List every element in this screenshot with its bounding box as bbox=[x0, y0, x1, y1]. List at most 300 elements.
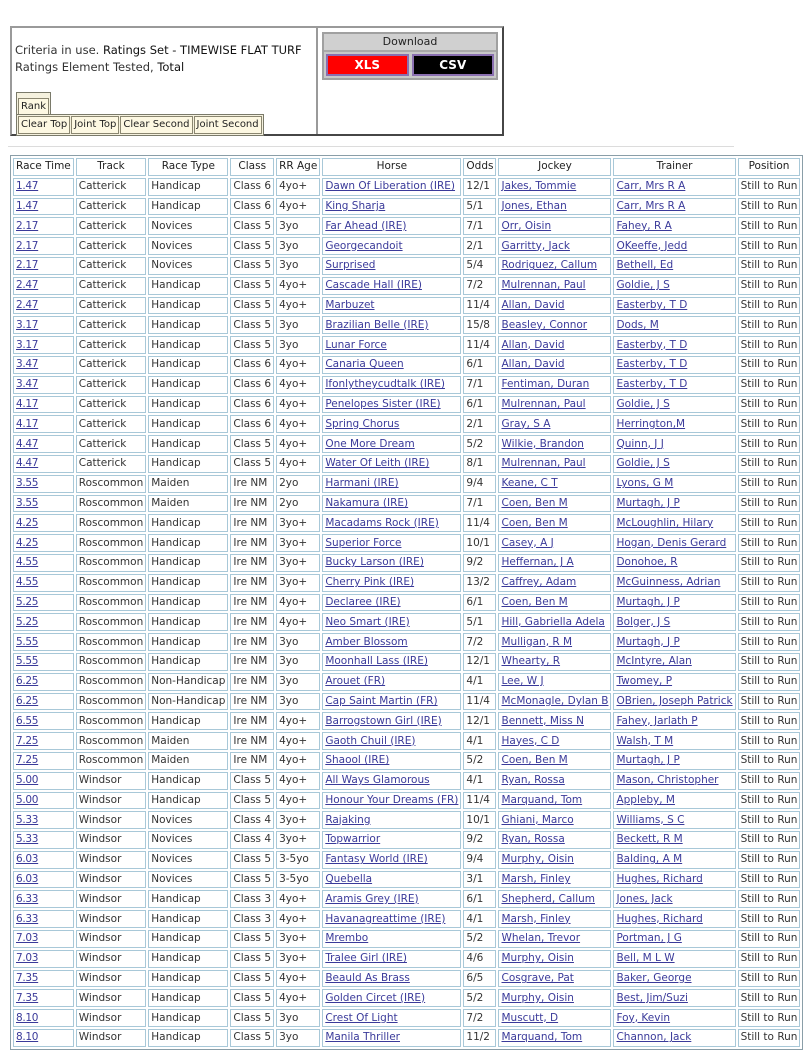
jockey-link[interactable]: Ryan, Rossa bbox=[501, 833, 565, 846]
cell-race-time bbox=[13, 851, 74, 869]
race-time-link[interactable]: 2.47 bbox=[16, 298, 39, 311]
jockey-link[interactable]: Fentiman, Duran bbox=[501, 378, 590, 391]
trainer-link[interactable]: Dods, M bbox=[616, 318, 659, 331]
cell-trainer bbox=[613, 1009, 735, 1027]
horse-link[interactable]: Marbuzet bbox=[325, 298, 375, 311]
trainer-link[interactable]: Easterby, T D bbox=[616, 298, 688, 311]
table-row bbox=[13, 752, 800, 770]
trainer-link[interactable]: Beckett, R M bbox=[616, 833, 683, 846]
cell-class: Class 5 bbox=[230, 970, 274, 988]
race-time-link[interactable]: 4.25 bbox=[16, 516, 39, 529]
trainer-link[interactable]: Murtagh, J P bbox=[616, 754, 680, 767]
cell-odds: 5/2 bbox=[463, 989, 496, 1007]
race-time-link[interactable]: 6.03 bbox=[16, 853, 39, 866]
horse-link[interactable]: Moonhall Lass (IRE) bbox=[325, 655, 428, 668]
trainer-link[interactable]: Hughes, Richard bbox=[616, 912, 703, 925]
header-horse: Horse bbox=[322, 158, 461, 176]
cell-jockey bbox=[498, 811, 611, 829]
race-time-link[interactable]: 8.10 bbox=[16, 1011, 39, 1024]
table-row bbox=[13, 613, 800, 631]
jockey-link[interactable]: Whearty, R bbox=[501, 655, 561, 668]
race-time-link[interactable]: 6.33 bbox=[16, 912, 39, 925]
race-time-link[interactable]: 7.35 bbox=[16, 991, 39, 1004]
horse-link[interactable]: Aramis Grey (IRE) bbox=[325, 892, 419, 905]
cell-track: Windsor bbox=[76, 1029, 146, 1047]
table-row bbox=[13, 811, 800, 829]
trainer-link[interactable]: Channon, Jack bbox=[616, 1031, 692, 1044]
jockey-link[interactable]: Ghiani, Marco bbox=[501, 813, 574, 826]
cell-track: Catterick bbox=[76, 396, 146, 414]
cell-race-time bbox=[13, 178, 74, 196]
horse-link[interactable]: Macadams Rock (IRE) bbox=[325, 516, 439, 529]
cell-jockey bbox=[498, 871, 611, 889]
jockey-link[interactable]: Coen, Ben M bbox=[501, 496, 568, 509]
joint-top-button[interactable]: Joint Top bbox=[71, 116, 119, 134]
download-xls-button[interactable]: XLS bbox=[326, 54, 409, 76]
cell-odds: 6/5 bbox=[463, 970, 496, 988]
jockey-link[interactable]: Garritty, Jack bbox=[501, 239, 570, 252]
trainer-link[interactable]: Foy, Kevin bbox=[616, 1011, 671, 1024]
cell-class: Class 5 bbox=[230, 277, 274, 295]
horse-link[interactable]: Crest Of Light bbox=[325, 1011, 398, 1024]
cell-odds: 7/2 bbox=[463, 277, 496, 295]
jockey-link[interactable]: Murphy, Oisin bbox=[501, 853, 574, 866]
jockey-link[interactable]: Lee, W J bbox=[501, 675, 544, 688]
cell-track: Windsor bbox=[76, 989, 146, 1007]
cell-position: Still to Run bbox=[738, 613, 801, 631]
cell-track: Catterick bbox=[76, 257, 146, 275]
race-time-link[interactable]: 3.55 bbox=[16, 496, 39, 509]
cell-jockey bbox=[498, 772, 611, 790]
trainer-link[interactable]: Goldie, J S bbox=[616, 457, 670, 470]
criteria-panel bbox=[10, 26, 504, 136]
horse-link[interactable]: Honour Your Dreams (FR) bbox=[325, 793, 459, 806]
cell-trainer bbox=[613, 237, 735, 255]
cell-horse bbox=[322, 297, 461, 315]
race-time-link[interactable]: 6.25 bbox=[16, 675, 39, 688]
race-time-link[interactable]: 1.47 bbox=[16, 199, 39, 212]
cell-odds: 11/4 bbox=[463, 693, 496, 711]
cell-horse bbox=[322, 316, 461, 334]
cell-track: Windsor bbox=[76, 772, 146, 790]
cell-trainer bbox=[613, 336, 735, 354]
horse-link[interactable]: All Ways Glamorous bbox=[325, 774, 430, 787]
race-time-link[interactable]: 4.17 bbox=[16, 397, 39, 410]
horse-link[interactable]: Dawn Of Liberation (IRE) bbox=[325, 180, 456, 193]
cell-race-time bbox=[13, 514, 74, 532]
cell-class: Class 5 bbox=[230, 336, 274, 354]
trainer-link[interactable]: Hogan, Denis Gerard bbox=[616, 536, 727, 549]
jockey-link[interactable]: Caffrey, Adam bbox=[501, 576, 577, 589]
trainer-link[interactable]: Quinn, J J bbox=[616, 437, 664, 450]
race-time-link[interactable]: 3.17 bbox=[16, 318, 39, 331]
cell-horse bbox=[322, 772, 461, 790]
jockey-link[interactable]: Mulrennan, Paul bbox=[501, 397, 586, 410]
table-row bbox=[13, 455, 800, 473]
cell-race-type: Handicap bbox=[148, 950, 228, 968]
jockey-link[interactable]: Heffernan, J A bbox=[501, 556, 574, 569]
download-csv-button[interactable]: CSV bbox=[412, 54, 495, 76]
horse-link[interactable]: Ifonlytheycudtalk (IRE) bbox=[325, 378, 445, 391]
rank-button[interactable]: Rank bbox=[18, 98, 49, 116]
jockey-link[interactable]: Hayes, C D bbox=[501, 734, 560, 747]
table-row bbox=[13, 178, 800, 196]
cell-horse bbox=[322, 277, 461, 295]
cell-rr-age: 3yo+ bbox=[276, 554, 320, 572]
cell-race-time bbox=[13, 792, 74, 810]
horse-link[interactable]: Brazilian Belle (IRE) bbox=[325, 318, 429, 331]
cell-position: Still to Run bbox=[738, 237, 801, 255]
cell-jockey bbox=[498, 970, 611, 988]
race-time-link[interactable]: 7.25 bbox=[16, 734, 39, 747]
horse-link[interactable]: Mrembo bbox=[325, 932, 369, 945]
cell-position: Still to Run bbox=[738, 316, 801, 334]
cell-jockey bbox=[498, 989, 611, 1007]
cell-race-type: Novices bbox=[148, 811, 228, 829]
cell-odds: 6/1 bbox=[463, 594, 496, 612]
race-time-link[interactable]: 6.55 bbox=[16, 714, 39, 727]
cell-odds: 9/2 bbox=[463, 554, 496, 572]
horse-link[interactable]: Gaoth Chuil (IRE) bbox=[325, 734, 416, 747]
jockey-link[interactable]: Mulrennan, Paul bbox=[501, 457, 586, 470]
cell-race-type: Handicap bbox=[148, 910, 228, 928]
race-time-link[interactable]: 2.17 bbox=[16, 239, 39, 252]
horse-link[interactable]: Canaria Queen bbox=[325, 358, 404, 371]
trainer-link[interactable]: Jones, Jack bbox=[616, 892, 673, 905]
race-time-link[interactable]: 5.25 bbox=[16, 595, 39, 608]
race-time-link[interactable]: 6.25 bbox=[16, 694, 39, 707]
cell-rr-age: 4yo+ bbox=[276, 178, 320, 196]
race-time-link[interactable]: 7.25 bbox=[16, 754, 39, 767]
jockey-link[interactable]: Ryan, Rossa bbox=[501, 774, 565, 787]
cell-race-time bbox=[13, 574, 74, 592]
joint-second-button[interactable]: Joint Second bbox=[194, 116, 262, 134]
cell-odds: 5/2 bbox=[463, 930, 496, 948]
cell-odds: 15/8 bbox=[463, 316, 496, 334]
horse-link[interactable]: Spring Chorus bbox=[325, 417, 400, 430]
race-time-link[interactable]: 3.47 bbox=[16, 358, 39, 371]
cell-class: Ire NM bbox=[230, 633, 274, 651]
table-row bbox=[13, 910, 800, 928]
table-body bbox=[13, 178, 800, 1047]
race-time-link[interactable]: 5.00 bbox=[16, 774, 39, 787]
jockey-link[interactable]: Cosgrave, Pat bbox=[501, 972, 574, 985]
cell-rr-age: 3yo+ bbox=[276, 831, 320, 849]
race-time-link[interactable]: 6.03 bbox=[16, 873, 39, 886]
cell-trainer bbox=[613, 534, 735, 552]
cell-class: Ire NM bbox=[230, 673, 274, 691]
trainer-link[interactable]: Carr, Mrs R A bbox=[616, 199, 686, 212]
jockey-link[interactable]: Muscutt, D bbox=[501, 1011, 559, 1024]
cell-horse bbox=[322, 1009, 461, 1027]
cell-odds: 4/6 bbox=[463, 950, 496, 968]
race-time-link[interactable]: 4.47 bbox=[16, 457, 39, 470]
cell-rr-age: 4yo+ bbox=[276, 772, 320, 790]
jockey-link[interactable]: Coen, Ben M bbox=[501, 595, 568, 608]
cell-position: Still to Run bbox=[738, 277, 801, 295]
trainer-link[interactable]: Bolger, J S bbox=[616, 615, 671, 628]
table-row bbox=[13, 376, 800, 394]
jockey-link[interactable]: Casey, A J bbox=[501, 536, 554, 549]
cell-class: Class 6 bbox=[230, 356, 274, 374]
cell-jockey bbox=[498, 1009, 611, 1027]
horse-link[interactable]: Penelopes Sister (IRE) bbox=[325, 397, 441, 410]
jockey-link[interactable]: Jakes, Tommie bbox=[501, 180, 577, 193]
cell-class: Ire NM bbox=[230, 712, 274, 730]
horse-link[interactable]: Cascade Hall (IRE) bbox=[325, 279, 422, 292]
cell-rr-age: 3yo+ bbox=[276, 534, 320, 552]
jockey-link[interactable]: Marquand, Tom bbox=[501, 793, 583, 806]
race-time-link[interactable]: 2.17 bbox=[16, 259, 39, 272]
cell-race-type: Handicap bbox=[148, 435, 228, 453]
race-time-link[interactable]: 4.25 bbox=[16, 536, 39, 549]
table-row bbox=[13, 831, 800, 849]
horse-link[interactable]: Water Of Leith (IRE) bbox=[325, 457, 430, 470]
cell-rr-age: 4yo+ bbox=[276, 297, 320, 315]
trainer-link[interactable]: Easterby, T D bbox=[616, 358, 688, 371]
cell-horse bbox=[322, 831, 461, 849]
trainer-link[interactable]: Easterby, T D bbox=[616, 338, 688, 351]
trainer-link[interactable]: Balding, A M bbox=[616, 853, 683, 866]
trainer-link[interactable]: Carr, Mrs R A bbox=[616, 180, 686, 193]
cell-track: Catterick bbox=[76, 356, 146, 374]
jockey-link[interactable]: Rodriguez, Callum bbox=[501, 259, 598, 272]
race-time-link[interactable]: 8.10 bbox=[16, 1031, 39, 1044]
jockey-link[interactable]: Mulrennan, Paul bbox=[501, 279, 586, 292]
cell-odds: 7/2 bbox=[463, 633, 496, 651]
cell-race-type: Maiden bbox=[148, 475, 228, 493]
jockey-link[interactable]: Gray, S A bbox=[501, 417, 551, 430]
cell-race-time bbox=[13, 455, 74, 473]
trainer-link[interactable]: OBrien, Joseph Patrick bbox=[616, 694, 733, 707]
cell-race-type: Handicap bbox=[148, 890, 228, 908]
cell-trainer bbox=[613, 178, 735, 196]
cell-rr-age: 3-5yo bbox=[276, 871, 320, 889]
trainer-link[interactable]: OKeeffe, Jedd bbox=[616, 239, 688, 252]
trainer-link[interactable]: Hughes, Richard bbox=[616, 873, 703, 886]
horse-link[interactable]: Arouet (FR) bbox=[325, 675, 386, 688]
horse-link[interactable]: Amber Blossom bbox=[325, 635, 408, 648]
race-time-link[interactable]: 2.17 bbox=[16, 219, 39, 232]
table-row bbox=[13, 851, 800, 869]
trainer-link[interactable]: Baker, George bbox=[616, 972, 692, 985]
jockey-link[interactable]: Shepherd, Callum bbox=[501, 892, 595, 905]
trainer-link[interactable]: Murtagh, J P bbox=[616, 496, 680, 509]
trainer-link[interactable]: McIntyre, Alan bbox=[616, 655, 692, 668]
cell-odds: 10/1 bbox=[463, 534, 496, 552]
race-time-link[interactable]: 5.55 bbox=[16, 635, 39, 648]
cell-race-type: Handicap bbox=[148, 633, 228, 651]
horse-link[interactable]: Neo Smart (IRE) bbox=[325, 615, 410, 628]
trainer-link[interactable]: Goldie, J S bbox=[616, 279, 670, 292]
horse-link[interactable]: Lunar Force bbox=[325, 338, 387, 351]
horse-link[interactable]: Topwarrior bbox=[325, 833, 381, 846]
header-odds: Odds bbox=[463, 158, 496, 176]
trainer-link[interactable]: Easterby, T D bbox=[616, 378, 688, 391]
race-time-link[interactable]: 1.47 bbox=[16, 180, 39, 193]
race-time-link[interactable]: 6.33 bbox=[16, 892, 39, 905]
jockey-link[interactable]: Coen, Ben M bbox=[501, 516, 568, 529]
trainer-link[interactable]: Donohoe, R bbox=[616, 556, 678, 569]
cell-horse bbox=[322, 237, 461, 255]
race-time-link[interactable]: 5.00 bbox=[16, 793, 39, 806]
cell-trainer bbox=[613, 297, 735, 315]
cell-trainer bbox=[613, 792, 735, 810]
cell-rr-age: 4yo+ bbox=[276, 376, 320, 394]
jockey-link[interactable]: Murphy, Oisin bbox=[501, 952, 574, 965]
cell-odds: 4/1 bbox=[463, 910, 496, 928]
clear-second-button[interactable]: Clear Second bbox=[120, 116, 192, 134]
trainer-link[interactable]: Fahey, Jarlath P bbox=[616, 714, 698, 727]
horse-link[interactable]: Rajaking bbox=[325, 813, 371, 826]
horse-link[interactable]: King Sharja bbox=[325, 199, 386, 212]
header-rr-age: RR Age bbox=[276, 158, 320, 176]
race-time-link[interactable]: 3.47 bbox=[16, 378, 39, 391]
jockey-link[interactable]: Hill, Gabriella Adela bbox=[501, 615, 605, 628]
table-row bbox=[13, 435, 800, 453]
horse-link[interactable]: Georgecandoit bbox=[325, 239, 403, 252]
cell-position: Still to Run bbox=[738, 198, 801, 216]
horse-link[interactable]: Surprised bbox=[325, 259, 376, 272]
cell-horse bbox=[322, 415, 461, 433]
trainer-link[interactable]: Appleby, M bbox=[616, 793, 675, 806]
trainer-link[interactable]: Best, Jim/Suzi bbox=[616, 991, 688, 1004]
horse-link[interactable]: Havanagreattime (IRE) bbox=[325, 912, 446, 925]
criteria-label: Criteria in use. bbox=[15, 43, 100, 57]
horse-link[interactable]: Cherry Pink (IRE) bbox=[325, 576, 415, 589]
jockey-link[interactable]: Orr, Oisin bbox=[501, 219, 552, 232]
jockey-link[interactable]: Mulligan, R M bbox=[501, 635, 573, 648]
horse-link[interactable]: Far Ahead (IRE) bbox=[325, 219, 407, 232]
cell-rr-age: 4yo+ bbox=[276, 455, 320, 473]
trainer-link[interactable]: Goldie, J S bbox=[616, 397, 670, 410]
cell-horse bbox=[322, 495, 461, 513]
jockey-link[interactable]: Coen, Ben M bbox=[501, 754, 568, 767]
cell-race-type: Handicap bbox=[148, 297, 228, 315]
horse-link[interactable]: Harmani (IRE) bbox=[325, 477, 399, 490]
trainer-link[interactable]: McGuinness, Adrian bbox=[616, 576, 721, 589]
trainer-link[interactable]: Williams, S C bbox=[616, 813, 685, 826]
horse-link[interactable]: Nakamura (IRE) bbox=[325, 496, 409, 509]
horse-link[interactable]: Declaree (IRE) bbox=[325, 595, 401, 608]
horse-link[interactable]: Cap Saint Martin (FR) bbox=[325, 694, 438, 707]
table-row bbox=[13, 277, 800, 295]
horse-link[interactable]: Manila Thriller bbox=[325, 1031, 400, 1044]
cell-rr-age: 4yo+ bbox=[276, 910, 320, 928]
cell-race-time bbox=[13, 890, 74, 908]
horse-link[interactable]: Shaool (IRE) bbox=[325, 754, 390, 767]
table-row bbox=[13, 297, 800, 315]
horse-link[interactable]: Barrogstown Girl (IRE) bbox=[325, 714, 442, 727]
race-time-link[interactable]: 7.03 bbox=[16, 932, 39, 945]
cell-position: Still to Run bbox=[738, 633, 801, 651]
race-time-link[interactable]: 4.55 bbox=[16, 576, 39, 589]
cell-track: Roscommon bbox=[76, 495, 146, 513]
horse-link[interactable]: Fantasy World (IRE) bbox=[325, 853, 428, 866]
horse-link[interactable]: One More Dream bbox=[325, 437, 415, 450]
cell-horse bbox=[322, 732, 461, 750]
cell-race-time bbox=[13, 316, 74, 334]
jockey-link[interactable]: Allan, David bbox=[501, 338, 565, 351]
horse-link[interactable]: Tralee Girl (IRE) bbox=[325, 952, 407, 965]
horse-link[interactable]: Bucky Larson (IRE) bbox=[325, 556, 424, 569]
trainer-link[interactable]: Murtagh, J P bbox=[616, 635, 680, 648]
trainer-link[interactable]: Walsh, T M bbox=[616, 734, 674, 747]
cell-rr-age: 3yo bbox=[276, 257, 320, 275]
jockey-link[interactable]: Marsh, Finley bbox=[501, 873, 571, 886]
download-buttons bbox=[324, 52, 496, 78]
race-time-link[interactable]: 3.55 bbox=[16, 477, 39, 490]
horse-link[interactable]: Superior Force bbox=[325, 536, 402, 549]
race-time-link[interactable]: 5.33 bbox=[16, 833, 39, 846]
race-time-link[interactable]: 5.33 bbox=[16, 813, 39, 826]
cell-odds: 11/4 bbox=[463, 297, 496, 315]
jockey-link[interactable]: Bennett, Miss N bbox=[501, 714, 584, 727]
cell-race-type: Handicap bbox=[148, 574, 228, 592]
jockey-link[interactable]: Keane, C T bbox=[501, 477, 558, 490]
cell-rr-age: 3yo bbox=[276, 217, 320, 235]
cell-trainer bbox=[613, 930, 735, 948]
horse-link[interactable]: Golden Circet (IRE) bbox=[325, 991, 426, 1004]
trainer-link[interactable]: Bethell, Ed bbox=[616, 259, 674, 272]
trainer-link[interactable]: Bell, M L W bbox=[616, 952, 675, 965]
cell-race-type: Novices bbox=[148, 217, 228, 235]
header-race-time: Race Time bbox=[13, 158, 74, 176]
jockey-link[interactable]: Whelan, Trevor bbox=[501, 932, 581, 945]
race-time-link[interactable]: 5.25 bbox=[16, 615, 39, 628]
trainer-link[interactable]: Fahey, R A bbox=[616, 219, 672, 232]
jockey-link[interactable]: Beasley, Connor bbox=[501, 318, 588, 331]
cell-race-type: Handicap bbox=[148, 989, 228, 1007]
trainer-link[interactable]: Twomey, P bbox=[616, 675, 673, 688]
cell-class: Class 6 bbox=[230, 178, 274, 196]
jockey-link[interactable]: Marsh, Finley bbox=[501, 912, 571, 925]
jockey-link[interactable]: Marquand, Tom bbox=[501, 1031, 583, 1044]
cell-position: Still to Run bbox=[738, 297, 801, 315]
horse-link[interactable]: Beauld As Brass bbox=[325, 972, 410, 985]
cell-odds: 11/4 bbox=[463, 514, 496, 532]
clear-top-button[interactable]: Clear Top bbox=[18, 116, 70, 134]
trainer-link[interactable]: Mason, Christopher bbox=[616, 774, 719, 787]
cell-track: Windsor bbox=[76, 831, 146, 849]
cell-track: Roscommon bbox=[76, 514, 146, 532]
race-time-link[interactable]: 5.55 bbox=[16, 655, 39, 668]
race-time-link[interactable]: 4.55 bbox=[16, 556, 39, 569]
jockey-link[interactable]: Jones, Ethan bbox=[501, 199, 567, 212]
horse-link[interactable]: Quebella bbox=[325, 873, 373, 886]
race-time-link[interactable]: 4.47 bbox=[16, 437, 39, 450]
race-time-link[interactable]: 7.35 bbox=[16, 972, 39, 985]
trainer-link[interactable]: Lyons, G M bbox=[616, 477, 674, 490]
race-time-link[interactable]: 4.17 bbox=[16, 417, 39, 430]
cell-trainer bbox=[613, 356, 735, 374]
jockey-link[interactable]: McMonagle, Dylan B bbox=[501, 694, 609, 707]
jockey-link[interactable]: Wilkie, Brandon bbox=[501, 437, 584, 450]
race-time-link[interactable]: 3.17 bbox=[16, 338, 39, 351]
trainer-link[interactable]: McLoughlin, Hilary bbox=[616, 516, 714, 529]
trainer-link[interactable]: Herrington,M bbox=[616, 417, 686, 430]
cell-class: Class 6 bbox=[230, 376, 274, 394]
trainer-link[interactable]: Murtagh, J P bbox=[616, 595, 680, 608]
race-time-link[interactable]: 2.47 bbox=[16, 279, 39, 292]
jockey-link[interactable]: Allan, David bbox=[501, 358, 565, 371]
jockey-link[interactable]: Allan, David bbox=[501, 298, 565, 311]
trainer-link[interactable]: Portman, J G bbox=[616, 932, 682, 945]
jockey-link[interactable]: Murphy, Oisin bbox=[501, 991, 574, 1004]
race-time-link[interactable]: 7.03 bbox=[16, 952, 39, 965]
header-jockey: Jockey bbox=[498, 158, 611, 176]
cell-rr-age: 3yo bbox=[276, 1009, 320, 1027]
